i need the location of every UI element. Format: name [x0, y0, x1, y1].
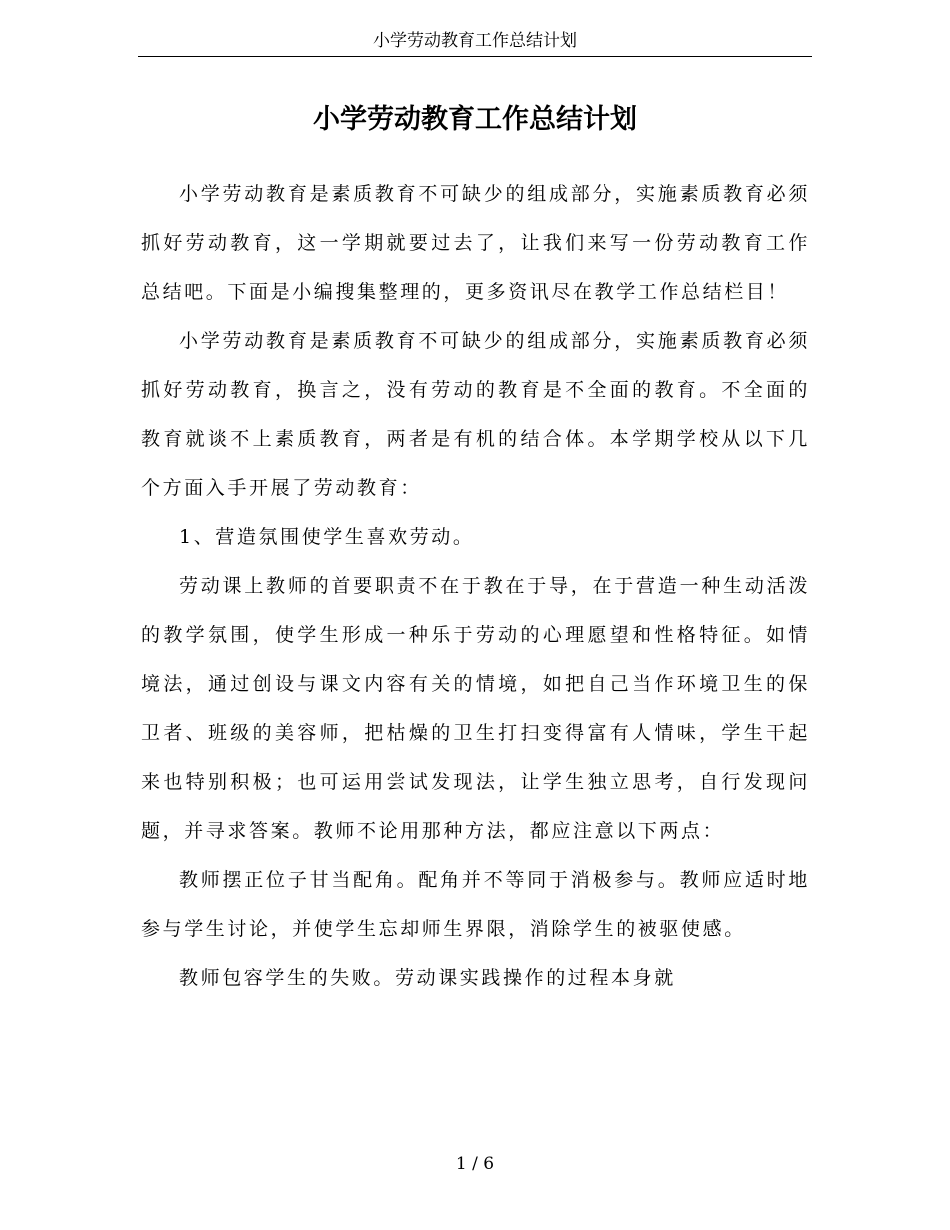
paragraph-atmosphere: 劳动课上教师的首要职责不在于教在于导，在于营造一种生动活泼的教学氛围，使学生形成一种乐于劳动的心理愿望和性格特征。如情境法，通过创设与课文内容有关的情境，如把自己当作环境卫生的保卫者、班级的美容师，把枯燥的卫生打扫变得富有人情味，学生干起来也特别积极；也可运用尝试发现法，让学生独立思考，自行发现问题，并寻求答案。教师不论用那种方法，都应注意以下两点：	[141, 575, 810, 842]
section-heading-1: 1、营造氛围使学生喜欢劳动。	[179, 526, 475, 548]
paragraph-teacher-tolerance: 教师包容学生的失败。劳动课实践操作的过程本身就	[179, 967, 676, 989]
paragraph-intro: 小学劳动教育是素质教育不可缺少的组成部分，实施素质教育必须抓好劳动教育，这一学期就要过去了，让我们来写一份劳动教育工作总结吧。下面是小编搜集整理的，更多资讯尽在教学工作总结栏目！	[141, 183, 810, 303]
page-footer	[0, 1152, 950, 1176]
page-number: 1 / 6	[455, 1154, 495, 1174]
page-header	[138, 28, 812, 57]
paragraph-overview: 小学劳动教育是素质教育不可缺少的组成部分，实施素质教育必须抓好劳动教育，换言之，没有劳动的教育是不全面的教育。不全面的教育就谈不上素质教育，两者是有机的结合体。本学期学校从以下几个方面入手开展了劳动教育：	[141, 330, 810, 499]
paragraph-teacher-role: 教师摆正位子甘当配角。配角并不等同于消极参与。教师应适时地参与学生讨论，并使学生忘却师生界限，消除学生的被驱使感。	[141, 869, 810, 940]
document-title: 小学劳动教育工作总结计划	[313, 104, 637, 135]
document-body	[141, 170, 810, 1003]
running-title: 小学劳动教育工作总结计划	[373, 31, 577, 51]
